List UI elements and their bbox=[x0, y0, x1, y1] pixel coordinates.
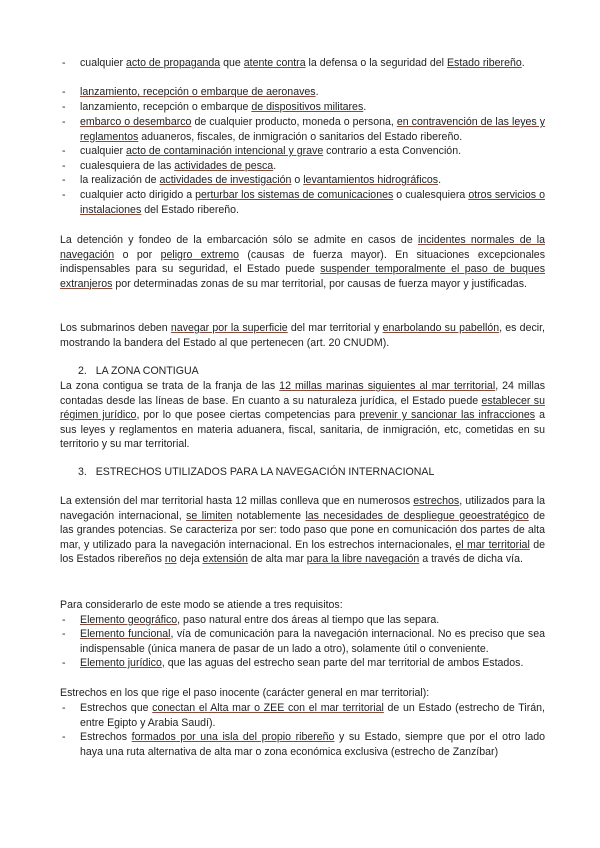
list-item bbox=[80, 115, 545, 144]
list-item bbox=[80, 144, 545, 159]
text-run: cualquier bbox=[80, 145, 126, 157]
text-run: . bbox=[273, 160, 277, 172]
underlined-phrase: lanzamiento, recepción o embarque de aeronaves bbox=[80, 86, 316, 98]
bullet-marker: - bbox=[62, 57, 66, 69]
heading-text: ESTRECHOS UTILIZADOS PARA LA NAVEGACIÓN INTERNACIONAL bbox=[95, 466, 435, 478]
bullet-marker: - bbox=[62, 614, 66, 626]
bullet-marker: - bbox=[62, 116, 66, 128]
bullet-marker: - bbox=[62, 657, 66, 669]
text-run: o cualesquiera bbox=[393, 189, 469, 201]
bullet-marker: - bbox=[62, 86, 66, 98]
underlined-phrase: en contravención de las leyes y reglamentos bbox=[80, 116, 546, 143]
text-run: del Estado ribereño. bbox=[141, 203, 240, 216]
paragraph-zona-contigua bbox=[60, 379, 545, 452]
text-run: de cualquier producto, moneda o persona, bbox=[191, 116, 397, 128]
underlined-phrase: se limiten bbox=[186, 509, 233, 522]
underlined-phrase: levantamientos hidrográficos bbox=[303, 174, 439, 186]
underlined-phrase: para la libre navegación bbox=[306, 553, 420, 566]
text-run: Estrechos bbox=[80, 731, 132, 743]
text-run: y su Estado, siempre que por el otro lado haya una ruta alternativa de alta mar o zona económica exclusiva (estrecho de Zanzíbar) bbox=[80, 731, 546, 758]
text-run: o por bbox=[114, 248, 161, 261]
underlined-phrase: embarco o desembarco bbox=[80, 116, 192, 128]
underlined-phrase: incidentes normales de la navegación bbox=[60, 234, 545, 261]
list-item bbox=[80, 159, 545, 174]
paragraph-detention bbox=[60, 233, 545, 291]
text-run: La zona contigua se trata de la franja de las bbox=[60, 380, 280, 392]
text-run: . bbox=[521, 57, 525, 69]
bullet-marker: - bbox=[62, 145, 66, 157]
text-run: Estrechos que bbox=[80, 702, 153, 714]
underlined-phrase: estrechos bbox=[413, 495, 460, 507]
section-heading-estrechos bbox=[78, 465, 434, 480]
text-run: , vía de comunicación para la navegación internacional. No es preciso que sea indispensable (única manera de pasar de un lado a otro), solamente útil o conveniente. bbox=[80, 628, 545, 655]
list-item bbox=[80, 100, 545, 115]
underlined-phrase: actividades de investigación bbox=[159, 174, 292, 186]
text-run: de los Estados ribereños bbox=[60, 538, 545, 566]
text-run: del mar territorial y bbox=[287, 322, 383, 334]
text-run: la defensa o la seguridad del bbox=[305, 57, 447, 69]
underlined-phrase: Estado ribereño bbox=[446, 57, 522, 69]
text-run: que bbox=[220, 57, 244, 69]
list-item bbox=[80, 56, 545, 71]
text-run: . bbox=[363, 101, 367, 113]
text-run: Los submarinos deben bbox=[60, 322, 171, 334]
underlined-phrase: Elemento geográfico bbox=[80, 614, 178, 626]
list-item bbox=[80, 627, 545, 656]
underlined-phrase: peligro extremo bbox=[160, 248, 240, 261]
text-run: deja bbox=[176, 553, 203, 566]
paragraph-submarines bbox=[60, 321, 545, 350]
bullet-marker: - bbox=[62, 101, 66, 113]
bullet-marker: - bbox=[62, 628, 66, 640]
text-run: contrario a esta Convención. bbox=[323, 145, 462, 157]
text-run: a través de dicha vía. bbox=[419, 553, 523, 566]
text-run: aduaneros, fiscales, de inmigración o sanitarios del Estado ribereño. bbox=[138, 130, 463, 143]
text-run: , es decir, mostrando la bandera del Estado al que pertenecen (art. 20 CNUDM). bbox=[60, 322, 545, 349]
text-run: notablemente bbox=[232, 509, 306, 522]
underlined-phrase: formados por una isla del propio ribereño bbox=[131, 731, 335, 743]
heading-text: LA ZONA CONTIGUA bbox=[95, 365, 199, 377]
text-run: . bbox=[315, 86, 319, 98]
text-run: de alta mar bbox=[247, 553, 307, 566]
text-run: de las grandes potencias. Se caracteriza por ser: todo paso que pone en comunicación dos partes de alta mar, y utilizado para la navegación internacional. En los estrechos internacionales, bbox=[60, 509, 545, 551]
bullet-marker: - bbox=[62, 174, 66, 186]
text-run: de un Estado (estrecho de Tirán, entre Egipto y Arabia Saudí). bbox=[80, 702, 545, 729]
text-run: a sus leyes y reglamentos en materia aduanera, fiscal, sanitaria, de inmigración, etc, cometidas en su territorio y su mar territorial. bbox=[60, 409, 545, 451]
underlined-phrase: Elemento jurídico bbox=[80, 657, 162, 669]
list-item bbox=[80, 613, 545, 628]
underlined-phrase: suspender temporalmente el paso de buques extranjeros bbox=[60, 263, 545, 290]
underlined-phrase: actividades de pesca bbox=[174, 160, 274, 172]
text-run: , que las aguas del estrecho sean parte del mar territorial de ambos Estados. bbox=[161, 657, 524, 669]
paragraph-estrechos bbox=[60, 494, 545, 567]
heading-number: 2. bbox=[78, 365, 87, 377]
text-run: o bbox=[291, 174, 304, 186]
list-item bbox=[80, 188, 545, 217]
list-item bbox=[80, 730, 545, 759]
underlined-phrase: de dispositivos militares bbox=[251, 101, 364, 113]
underlined-phrase: acto de propaganda bbox=[125, 57, 221, 69]
underlined-phrase: enarbolando su pabellón bbox=[382, 322, 500, 334]
bullet-marker: - bbox=[62, 731, 66, 743]
bullet-marker: - bbox=[62, 702, 66, 714]
section-heading-zona-contigua bbox=[78, 364, 199, 379]
text-run: por determinadas zonas de su mar territorial, por causas de fuerza mayor y justificadas. bbox=[112, 277, 527, 290]
list-item bbox=[80, 656, 545, 671]
underlined-phrase: conectan el Alta mar o ZEE con el mar territorial bbox=[152, 702, 384, 714]
text-run: La extensión del mar territorial hasta 12 millas conlleva que en numerosos bbox=[60, 495, 414, 507]
text-run: cualesquiera de las bbox=[80, 160, 175, 172]
underlined-phrase: Elemento funcional bbox=[80, 628, 171, 640]
underlined-phrase: atente contra bbox=[243, 57, 306, 69]
underlined-phrase: navegar por la superficie bbox=[170, 322, 288, 334]
text-run: cualquier acto dirigido a bbox=[80, 189, 196, 201]
underlined-phrase: prevenir y sancionar las infracciones bbox=[359, 409, 536, 422]
text-run: , paso natural entre dos áreas al tiempo que las separa. bbox=[177, 614, 440, 626]
text-run: , por lo que posee ciertas competencias para bbox=[136, 409, 360, 422]
underlined-phrase: otros servicios o instalaciones bbox=[80, 189, 545, 216]
underlined-phrase: 12 millas marinas siguientes al mar territorial bbox=[279, 380, 496, 392]
text-run: lanzamiento, recepción o embarque bbox=[80, 101, 252, 113]
underlined-phrase: establecer su régimen jurídico bbox=[60, 394, 545, 422]
paragraph-requisitos: Para considerarlo de este modo se atiende a tres requisitos: bbox=[60, 599, 343, 611]
bullet-marker: - bbox=[62, 189, 66, 201]
text-run: cualquier bbox=[80, 57, 126, 69]
paragraph-paso-inocente: Estrechos en los que rige el paso inocente (carácter general en mar territorial): bbox=[60, 687, 430, 699]
text-run: (causas de fuerza mayor). En situaciones excepcionales indispensables para su seguridad, el Estado puede bbox=[60, 248, 545, 276]
list-item bbox=[80, 701, 545, 730]
underlined-phrase: las necesidades de despliegue geoestratégico bbox=[305, 509, 529, 522]
list-item bbox=[80, 173, 545, 188]
text-run: . bbox=[438, 174, 442, 186]
underlined-phrase: acto de contaminación intencional y grave bbox=[125, 145, 324, 157]
heading-number: 3. bbox=[78, 466, 87, 478]
text-run: la realización de bbox=[80, 174, 160, 186]
bullet-marker: - bbox=[62, 160, 66, 172]
list-item bbox=[80, 85, 545, 100]
underlined-phrase: perturbar los sistemas de comunicaciones bbox=[195, 189, 394, 201]
text-run: , utilizados para la navegación internacional, bbox=[60, 495, 545, 522]
text-run: La detención y fondeo de la embarcación sólo se admite en casos de bbox=[60, 234, 418, 246]
text-run: , 24 millas contadas desde las líneas de base. En cuanto a su naturaleza jurídica, el Estado puede bbox=[60, 380, 546, 407]
underlined-phrase: extensión bbox=[202, 553, 248, 566]
underlined-phrase: el mar territorial bbox=[455, 538, 530, 551]
underlined-phrase: no bbox=[164, 553, 177, 566]
